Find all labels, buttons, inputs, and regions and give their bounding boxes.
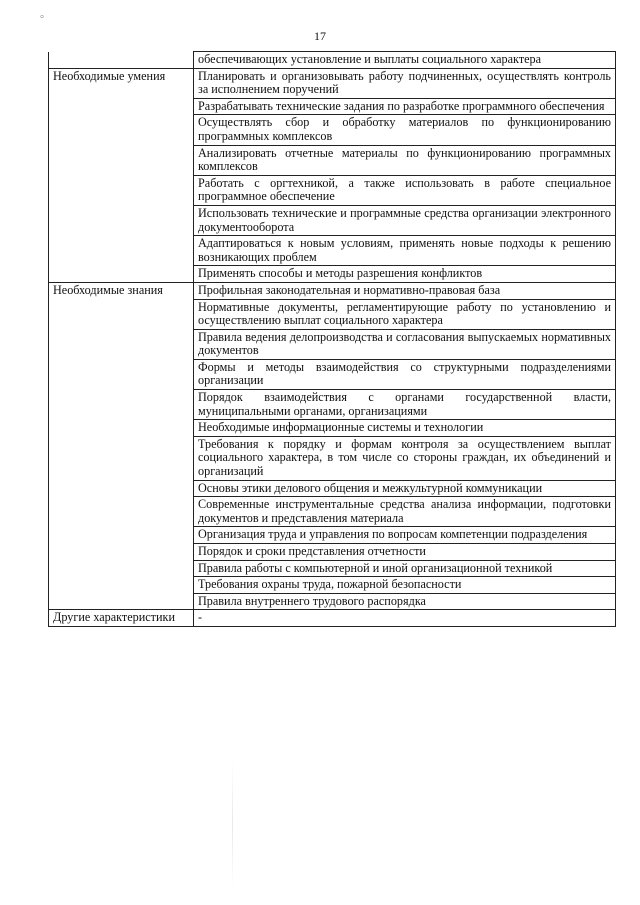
group-label-continuation xyxy=(49,577,194,594)
table-cell-item: Организация труда и управления по вопросам компетенции подразделения xyxy=(194,527,616,544)
table-row xyxy=(49,205,616,235)
table-cell-item: Порядок взаимодействия с органами государственной власти, муниципальными органами, организациями xyxy=(194,390,616,420)
group-label-continuation xyxy=(49,175,194,205)
table-cell-item: Порядок и сроки представления отчетности xyxy=(194,544,616,561)
table-row xyxy=(49,282,616,299)
table-row xyxy=(49,593,616,610)
table-cell-item: обеспечивающих установление и выплаты социального характера xyxy=(194,52,616,69)
group-label-continuation xyxy=(49,98,194,115)
table-row xyxy=(49,329,616,359)
table-cell-item: Работать с оргтехникой, а также использовать в работе специальное программное обеспечение xyxy=(194,175,616,205)
table-cell-item: Осуществлять сбор и обработку материалов по функционированию программных комплексов xyxy=(194,115,616,145)
table-row xyxy=(49,560,616,577)
table-row xyxy=(49,610,616,627)
table-row xyxy=(49,544,616,561)
table-row xyxy=(49,480,616,497)
table-cell-item: Разрабатывать технические задания по разработке программного обеспечения xyxy=(194,98,616,115)
group-label-continuation xyxy=(49,205,194,235)
scan-corner-mark: ° xyxy=(40,14,44,25)
group-label-continuation xyxy=(49,266,194,283)
group-label: Необходимые знания xyxy=(49,282,194,299)
table-row xyxy=(49,390,616,420)
table-cell-item: Формы и методы взаимодействия со структурными подразделениями организации xyxy=(194,359,616,389)
table-row xyxy=(49,115,616,145)
table-cell-item: Требования к порядку и формам контроля за осуществлением выплат социального характера, в том числе со стороны граждан, их объединений и организаций xyxy=(194,436,616,480)
group-label-continuation xyxy=(49,497,194,527)
table-row xyxy=(49,436,616,480)
table-row xyxy=(49,175,616,205)
group-label-continuation xyxy=(49,544,194,561)
qualification-table xyxy=(48,51,616,627)
group-label-continuation xyxy=(49,436,194,480)
table-cell-item: - xyxy=(194,610,616,627)
table-row xyxy=(49,266,616,283)
group-label: Необходимые умения xyxy=(49,68,194,98)
table-cell-item: Основы этики делового общения и межкультурной коммуникации xyxy=(194,480,616,497)
table-row xyxy=(49,359,616,389)
table-cell-item: Правила работы с компьютерной и иной организационной техникой xyxy=(194,560,616,577)
table-row xyxy=(49,527,616,544)
group-label-continuation xyxy=(49,299,194,329)
table-row xyxy=(49,420,616,437)
table-row xyxy=(49,299,616,329)
table-row xyxy=(49,52,616,69)
table-cell-item: Планировать и организовывать работу подчиненных, осуществлять контроль за исполнением поручений xyxy=(194,68,616,98)
group-label-continuation xyxy=(49,593,194,610)
group-label-continuation xyxy=(49,236,194,266)
group-label-continuation xyxy=(49,390,194,420)
group-label-continuation xyxy=(49,527,194,544)
table-cell-item: Современные инструментальные средства анализа информации, подготовки документов и представления материала xyxy=(194,497,616,527)
table-cell-item: Применять способы и методы разрешения конфликтов xyxy=(194,266,616,283)
qualification-table-body xyxy=(49,52,616,627)
table-cell-item: Необходимые информационные системы и технологии xyxy=(194,420,616,437)
table-row xyxy=(49,497,616,527)
table-cell-item: Правила ведения делопроизводства и согласования выпускаемых нормативных документов xyxy=(194,329,616,359)
table-row xyxy=(49,98,616,115)
table-cell-item: Адаптироваться к новым условиям, применять новые подходы к решению возникающих проблем xyxy=(194,236,616,266)
table-row xyxy=(49,145,616,175)
table-cell-item: Использовать технические и программные средства организации электронного документооборота xyxy=(194,205,616,235)
table-row xyxy=(49,68,616,98)
page-number: 17 xyxy=(314,29,326,43)
table-cell-item: Профильная законодательная и нормативно-правовая база xyxy=(194,282,616,299)
group-label-continuation xyxy=(49,359,194,389)
table-cell-item: Правила внутреннего трудового распорядка xyxy=(194,593,616,610)
group-label-continuation xyxy=(49,480,194,497)
table-row xyxy=(49,577,616,594)
table-cell-item: Анализировать отчетные материалы по функционированию программных комплексов xyxy=(194,145,616,175)
table-cell-item: Нормативные документы, регламентирующие работу по установлению и осуществлению выплат социального характера xyxy=(194,299,616,329)
group-label-continuation xyxy=(49,420,194,437)
scan-artifact-line xyxy=(232,760,233,890)
table-cell-empty xyxy=(49,52,194,69)
group-label-continuation xyxy=(49,145,194,175)
table-row xyxy=(49,236,616,266)
group-label-continuation xyxy=(49,115,194,145)
group-label-continuation xyxy=(49,329,194,359)
group-label: Другие характеристики xyxy=(49,610,194,627)
table-cell-item: Требования охраны труда, пожарной безопасности xyxy=(194,577,616,594)
group-label-continuation xyxy=(49,560,194,577)
